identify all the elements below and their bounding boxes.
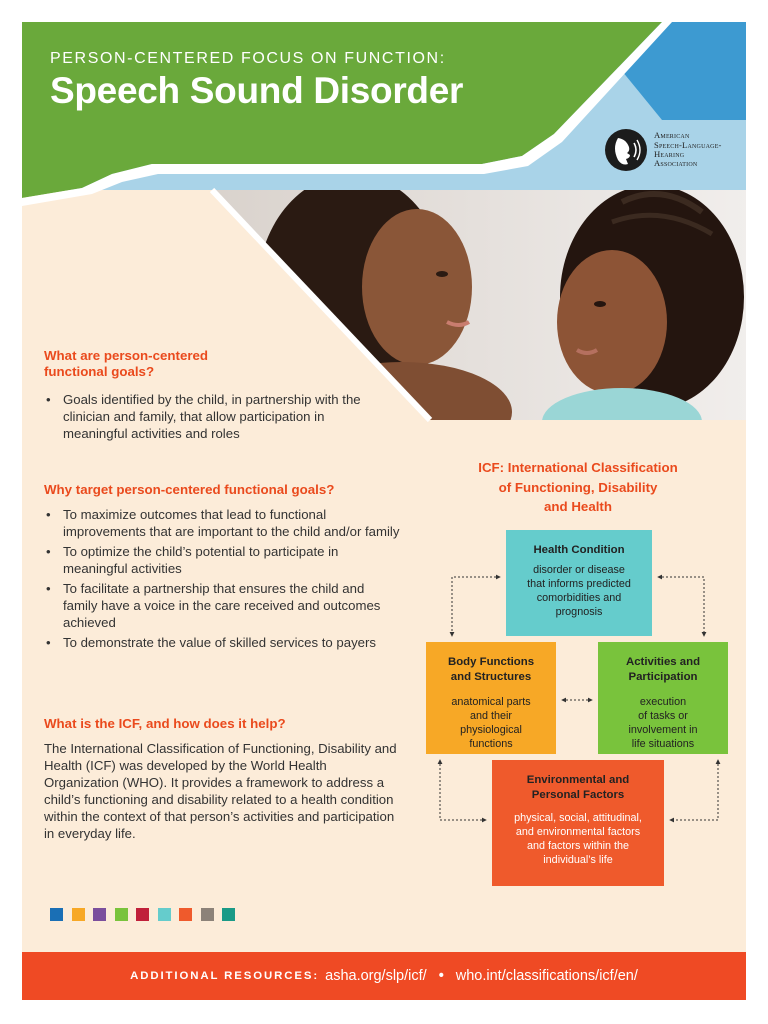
heading-why-goals: Why target person-centered functional goals? bbox=[44, 482, 335, 497]
icf-box-body-functions: Body Functions and Structures anatomical parts and their physiological functions bbox=[426, 642, 556, 754]
icf-box-activities-participation: Activities and Participation execution of tasks or involvement in life situations bbox=[598, 642, 728, 754]
list-item: • To demonstrate the value of skilled services to payers bbox=[44, 634, 400, 651]
link-who-icf[interactable]: who.int/classifications/icf/en/ bbox=[455, 968, 638, 984]
color-swatch bbox=[158, 908, 171, 921]
color-swatch bbox=[136, 908, 149, 921]
icf-box-health-condition: Health Condition disorder or disease that informs predicted comorbidities and prognosis bbox=[506, 530, 652, 636]
color-swatch bbox=[179, 908, 192, 921]
heading-what-goals: What are person-centered functional goals? bbox=[44, 348, 209, 379]
list-item: • To optimize the child’s potential to participate in meaningful activities bbox=[44, 543, 400, 577]
color-swatch bbox=[50, 908, 63, 921]
list-item: • To maximize outcomes that lead to functional improvements that are important to the child and/or family bbox=[44, 506, 400, 540]
resources-footer bbox=[22, 952, 746, 1000]
heading-what-icf: What is the ICF, and how does it help? bbox=[44, 716, 286, 731]
page-title: Speech Sound Disorder bbox=[50, 70, 464, 111]
footer-separator: • bbox=[438, 968, 444, 984]
list-item: • To facilitate a partnership that ensures the child and family have a voice in the care received and outcomes achieved bbox=[44, 580, 400, 631]
color-swatch bbox=[222, 908, 235, 921]
asha-logo-icon bbox=[604, 128, 648, 172]
list-why-goals bbox=[44, 506, 400, 654]
color-swatch bbox=[93, 908, 106, 921]
link-asha-icf[interactable]: asha.org/slp/icf/ bbox=[325, 968, 427, 984]
color-swatch bbox=[72, 908, 85, 921]
footer-label: ADDITIONAL RESOURCES: bbox=[130, 970, 320, 982]
icf-paragraph: The International Classification of Functioning, Disability and Health (ICF) was developed by the World Health Organization (WHO). It provides a framework to address a child’s functioning and disability related to a health condition within the context of that person’s activities and participation in everyday life. bbox=[44, 741, 397, 841]
list-what-goals bbox=[44, 391, 384, 445]
flyer-page bbox=[22, 22, 746, 1000]
color-swatch bbox=[115, 908, 128, 921]
asha-logo bbox=[604, 128, 722, 172]
color-swatches bbox=[50, 908, 244, 921]
asha-logo-text: American Speech-Language- Hearing Association bbox=[654, 130, 722, 169]
icf-box-environmental-factors: Environmental and Personal Factors physical, social, attitudinal, and environmental factors and factors within the individual’s life bbox=[492, 760, 664, 886]
list-item: • Goals identified by the child, in partnership with the clinician and family, that allow participation in meaningful activities and roles bbox=[44, 391, 384, 442]
icf-diagram-title: ICF: International Classification of Functioning, Disability and Health bbox=[478, 460, 678, 514]
color-swatch bbox=[201, 908, 214, 921]
header-text bbox=[50, 50, 463, 112]
header-kicker: PERSON-CENTERED FOCUS ON FUNCTION: bbox=[50, 50, 446, 67]
